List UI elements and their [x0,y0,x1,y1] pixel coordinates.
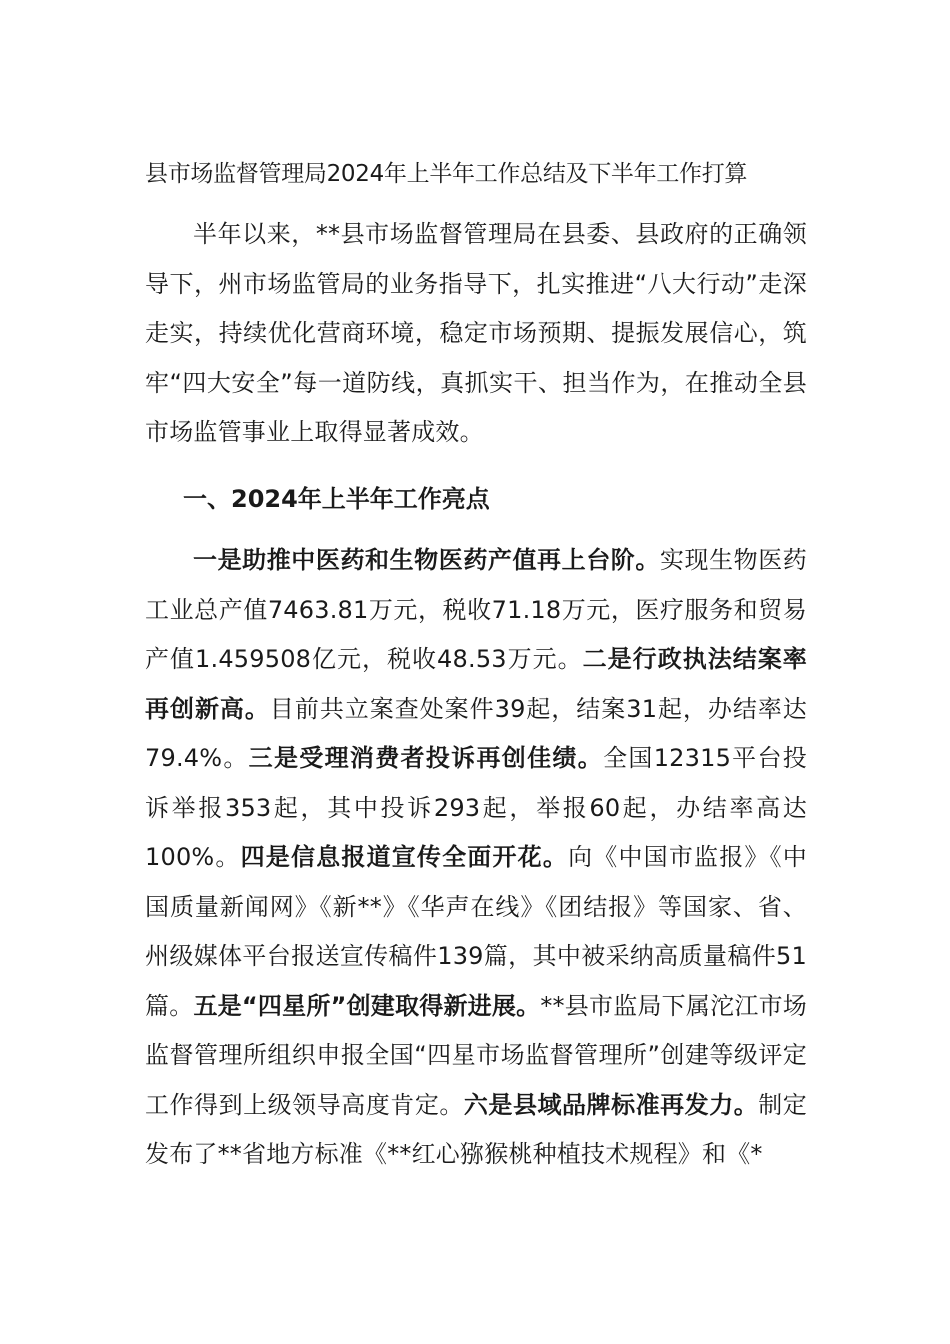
highlights-paragraph [145,536,807,1180]
highlight-2-lead: 二是行政执法结案率再创新高。 [145,645,807,723]
highlight-3-text: 全国12315平台投诉举报353起，其中投诉293起，举报60起，办结率高达100%。 [145,744,807,871]
highlight-6-lead: 六是县域品牌标准再发力。 [463,1090,759,1119]
document-title: 县市场监督管理局2024年上半年工作总结及下半年工作打算 [145,161,748,187]
section-heading: 一、2024年上半年工作亮点 [183,485,490,513]
highlight-1-text: 实现生物医药工业总产值7463.81万元，税收71.18万元，医疗服务和贸易产值1.459508亿元，税收48.53万元。 [145,546,807,673]
highlight-6-text: 制定发布了**省地方标准《**红心猕猴桃种植技术规程》和《* [145,1090,807,1168]
highlight-5-text: **县市监局下属沱江市场监督管理所组织申报全国“四星市场监督管理所”创建等级评定工作得到上级领导高度肯定。 [145,991,807,1119]
highlight-4-text: 向《中国市监报》《中国质量新闻网》《新**》《华声在线》《团结报》等国家、省、州级媒体平台报送宣传稿件139篇，其中被采纳高质量稿件51篇。 [145,843,807,1020]
highlight-1-lead: 一是助推中医药和生物医药产值再上台阶。 [193,546,660,574]
highlight-4-lead: 四是信息报道宣传全面开花。 [240,843,569,871]
highlight-2-text: 目前共立案查处案件39起，结案31起，办结率达79.4%。 [145,694,808,772]
intro-paragraph: 半年以来，**县市场监督管理局在县委、县政府的正确领导下，州市场监管局的业务指导下，扎实推进“八大行动”走深走实，持续优化营商环境，稳定市场预期、提振发展信心，筑牢“四大安全”每一道防线，真抓实干、担当作为，在推动全县市场监管事业上取得显著成效。 [145,220,807,446]
highlight-3-lead: 三是受理消费者投诉再创佳绩。 [248,744,604,772]
highlight-5-lead: 五是“四星所”创建取得新进展。 [193,991,541,1020]
